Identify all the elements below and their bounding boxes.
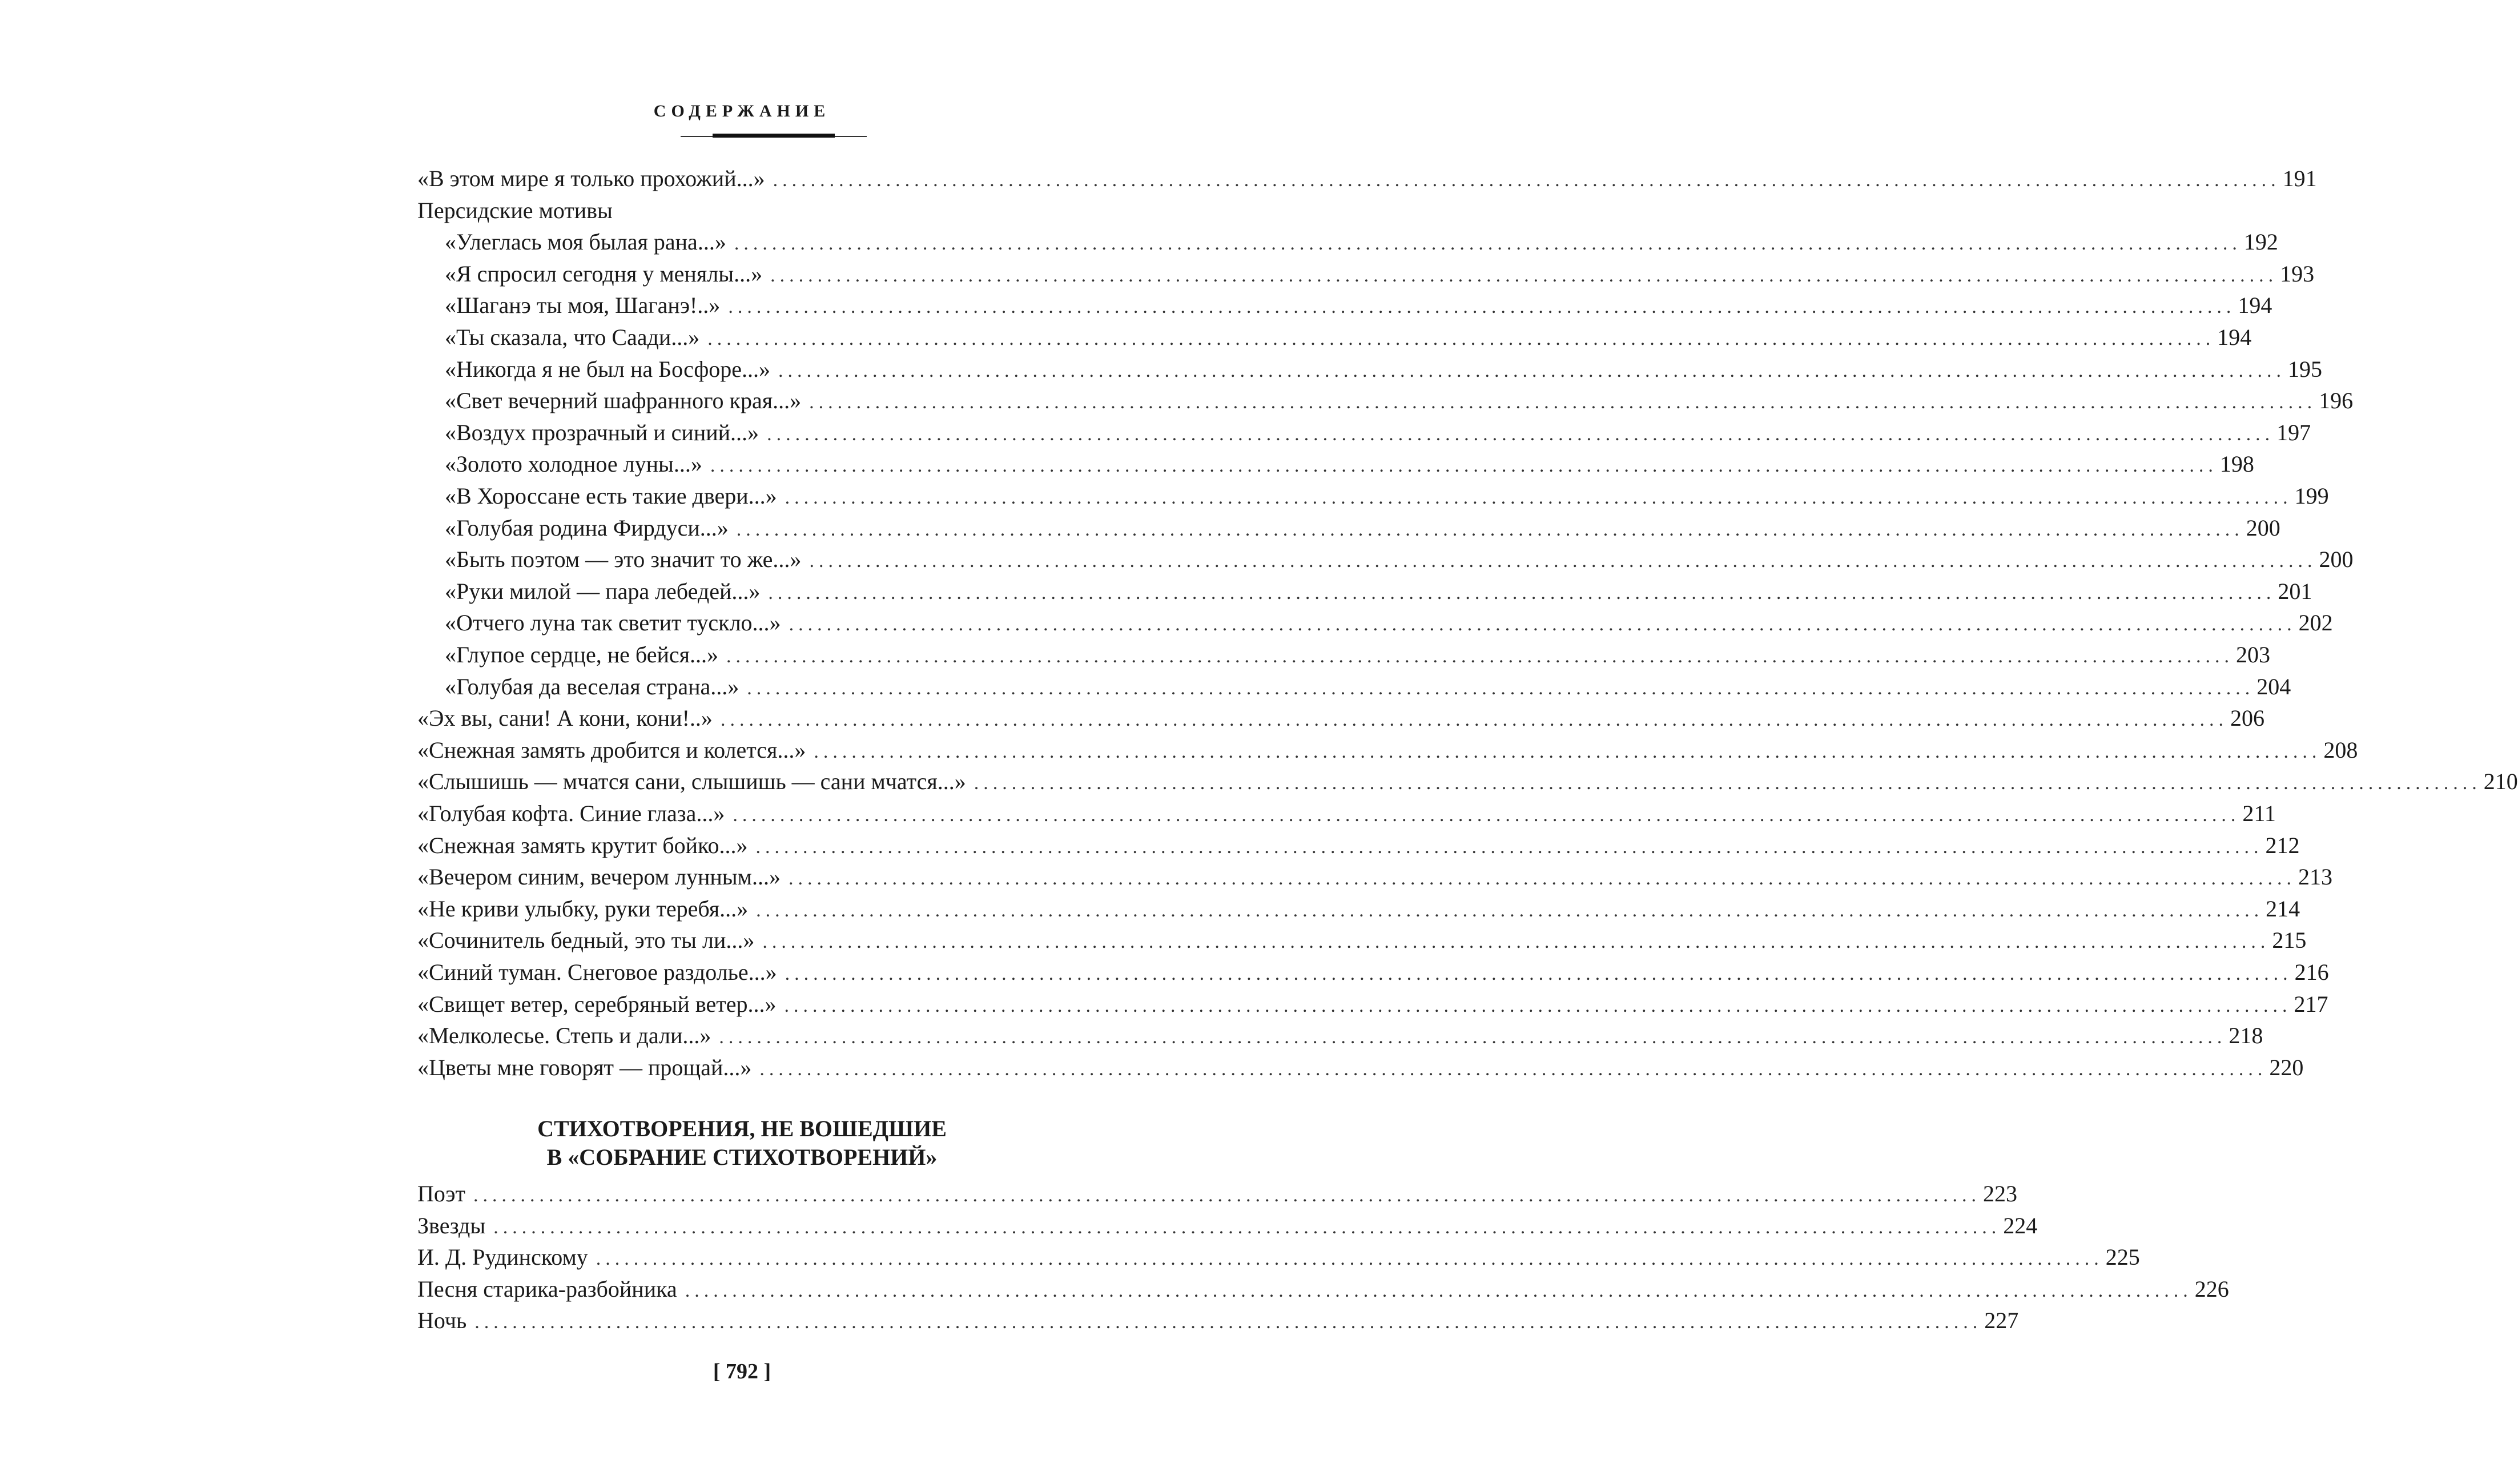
- toc-entry-title: «Голубая да веселая страна...»: [445, 673, 739, 699]
- dot-leader: ................................................................................................................................................................: [770, 264, 2278, 286]
- toc-entry: [417, 893, 2300, 925]
- toc-entry-page: 197: [2276, 419, 2311, 445]
- toc-entry-page: 217: [2294, 991, 2328, 1017]
- toc-entry-page: 223: [1983, 1181, 2018, 1206]
- toc-entry-page: 198: [2219, 451, 2254, 477]
- toc-entry-title: «Руки милой — пара лебедей...»: [445, 578, 761, 604]
- toc-entry: [417, 1273, 2229, 1305]
- dot-leader: ................................................................................................................................................................: [789, 614, 2296, 636]
- dot-leader: ................................................................................................................................................................: [756, 899, 2264, 921]
- toc-entry-page: 226: [2194, 1276, 2229, 1302]
- toc-entry-page: 193: [2280, 260, 2315, 287]
- toc-entry-title: «Я спросил сегодня у менялы...»: [445, 260, 763, 287]
- dot-leader: ................................................................................................................................................................: [809, 392, 2317, 413]
- toc-entry-title: «Не криви улыбку, руки теребя...»: [417, 895, 749, 922]
- toc-entry: [417, 988, 2328, 1020]
- dot-leader: ................................................................................................................................................................: [734, 233, 2242, 255]
- dot-leader: ................................................................................................................................................................: [707, 328, 2215, 349]
- toc-entry: [417, 798, 2276, 830]
- dot-leader: ................................................................................................................................................................: [785, 487, 2292, 508]
- toc-entry: [417, 1241, 2140, 1273]
- toc-entry: [445, 448, 2254, 480]
- toc-entry-title: «Улеглась моя былая рана...»: [445, 229, 726, 255]
- dot-leader: ................................................................................................................................................................: [493, 1216, 2001, 1238]
- toc-entry-page: 225: [2105, 1244, 2140, 1270]
- toc-entry-page: 211: [2242, 801, 2276, 826]
- toc-entry-page: 199: [2294, 483, 2329, 509]
- toc-entry-page: 220: [2269, 1054, 2304, 1080]
- toc-entry-title: Поэт: [417, 1181, 466, 1206]
- toc-entry-title: «Снежная замять дробится и колется...»: [417, 737, 806, 763]
- dot-leader: ................................................................................................................................................................: [759, 1058, 2267, 1080]
- toc-entry-page: 191: [2282, 166, 2317, 191]
- toc-entry: [417, 1052, 2304, 1084]
- toc-entry-page: 210: [2483, 769, 2518, 795]
- toc-entry-title: И. Д. Рудинскому: [417, 1244, 588, 1270]
- toc-entry-title: «Снежная замять крутит бойко...»: [417, 832, 748, 858]
- toc-entry-title: «Быть поэтом — это значит то же...»: [445, 546, 802, 573]
- toc-entry-page: 215: [2272, 927, 2307, 954]
- toc-entry-title: «Синий туман. Снеговое раздолье...»: [417, 959, 777, 985]
- toc-entry-page: 204: [2256, 673, 2291, 699]
- toc-entry-title: «Глупое сердце, не бейся...»: [445, 642, 719, 667]
- dot-leader: ................................................................................................................................................................: [733, 805, 2241, 826]
- toc-entry: [445, 417, 2311, 449]
- toc-entry: [417, 924, 2307, 956]
- toc-entry: [417, 702, 2264, 734]
- toc-entry-title: «Свет вечерний шафранного края...»: [445, 388, 802, 414]
- dot-leader: ................................................................................................................................................................: [809, 550, 2317, 572]
- toc-entry: [445, 385, 2354, 417]
- toc-entry-title: «В Хороссане есть такие двери...»: [445, 483, 777, 509]
- toc-entry-title: «Цветы мне говорят — прощай...»: [417, 1054, 752, 1080]
- toc-entry-title: «Отчего луна так светит тускло...»: [445, 610, 781, 636]
- toc-entry: [417, 830, 2300, 862]
- dot-leader: ................................................................................................................................................................: [474, 1312, 1982, 1333]
- toc-entry: [417, 956, 2329, 988]
- toc-entry-page: 216: [2294, 959, 2329, 985]
- toc-entry-page: 218: [2229, 1023, 2263, 1049]
- header-rule-accent: [713, 134, 835, 138]
- toc-entry: [445, 353, 2322, 385]
- dot-leader: ................................................................................................................................................................: [736, 518, 2244, 540]
- section-heading-line-2: В «СОБРАНИЕ СТИХОТВОРЕНИЙ»: [546, 1144, 938, 1170]
- toc-entry: [445, 639, 2271, 671]
- toc-entry-page: 213: [2298, 864, 2332, 890]
- toc-entry-title: «Воздух прозрачный и синий...»: [445, 419, 759, 445]
- dot-leader: ................................................................................................................................................................: [726, 646, 2234, 667]
- dot-leader: ................................................................................................................................................................: [814, 741, 2322, 762]
- toc-entry-title: «Свищет ветер, серебряный ветер...»: [417, 991, 777, 1017]
- toc-entry-page: 206: [2230, 705, 2264, 731]
- dot-leader: ................................................................................................................................................................: [685, 1280, 2193, 1301]
- dot-leader: ................................................................................................................................................................: [974, 773, 2481, 794]
- toc-entry-page: 201: [2278, 578, 2312, 604]
- toc-entry: [445, 321, 2252, 353]
- toc-entry-title: «Никогда я не был на Босфоре...»: [445, 356, 770, 382]
- dot-leader: ................................................................................................................................................................: [773, 170, 2280, 191]
- toc-entry: [417, 1210, 2038, 1242]
- dot-leader: ................................................................................................................................................................: [755, 836, 2263, 858]
- toc-entry: [417, 766, 2518, 798]
- toc-entry-title: «Голубая кофта. Синие глаза...»: [417, 801, 725, 826]
- toc-entry: [417, 861, 2332, 893]
- dot-leader: ................................................................................................................................................................: [788, 868, 2296, 890]
- toc-entry: [417, 1020, 2263, 1052]
- toc-entry: [445, 289, 2272, 321]
- toc-entry-page: 194: [2217, 324, 2252, 350]
- page-number: [ 792 ]: [713, 1360, 771, 1384]
- dot-leader: ................................................................................................................................................................: [719, 1027, 2227, 1048]
- toc-entry-page: 192: [2243, 229, 2278, 255]
- toc-entry-title: «Голубая родина Фирдуси...»: [445, 514, 729, 541]
- toc-entry-page: 208: [2323, 737, 2358, 763]
- toc-entry-page: 202: [2298, 610, 2333, 636]
- dot-leader: ................................................................................................................................................................: [710, 455, 2218, 477]
- dot-leader: ................................................................................................................................................................: [596, 1248, 2103, 1270]
- toc-entry-title: «Шаганэ ты моя, Шаганэ!..»: [445, 292, 721, 319]
- dot-leader: ................................................................................................................................................................: [785, 963, 2292, 984]
- toc-entry-title: «Мелколесье. Степь и дали...»: [417, 1023, 711, 1049]
- toc-entry-page: 214: [2266, 895, 2300, 922]
- toc-entry-page: 212: [2265, 832, 2300, 858]
- dot-leader: ................................................................................................................................................................: [473, 1185, 1981, 1206]
- dot-leader: ................................................................................................................................................................: [768, 582, 2276, 604]
- toc-entry: [417, 195, 1129, 227]
- toc-entry-page: 224: [2003, 1212, 2038, 1238]
- toc-entry: [445, 576, 2312, 608]
- toc-entry: [417, 734, 2358, 766]
- toc-entry-title: «Слышишь — мчатся сани, слышишь — сани мчатся...»: [417, 769, 966, 795]
- toc-entry: [445, 512, 2280, 544]
- toc-entry: [445, 544, 2354, 576]
- toc-entry-page: 227: [1984, 1308, 2019, 1334]
- toc-entry: [445, 226, 2278, 258]
- toc-entry-title: «Вечером синим, вечером лунным...»: [417, 864, 781, 890]
- toc-entry: [417, 163, 2317, 195]
- dot-leader: ................................................................................................................................................................: [762, 931, 2270, 953]
- toc-entry-page: 200: [2246, 514, 2280, 541]
- dot-leader: ................................................................................................................................................................: [784, 995, 2292, 1016]
- toc-entry-title: «Ты сказала, что Саади...»: [445, 324, 700, 350]
- dot-leader: ................................................................................................................................................................: [778, 360, 2286, 381]
- toc-entry-page: 195: [2288, 356, 2322, 382]
- toc-entry-title: Ночь: [417, 1308, 467, 1334]
- toc-entry-title: «Золото холодное луны...»: [445, 451, 702, 477]
- section-heading-line-1: СТИХОТВОРЕНИЯ, НЕ ВОШЕДШИЕ: [537, 1116, 947, 1141]
- toc-entry-title: Персидские мотивы: [417, 197, 613, 223]
- toc-entry: [417, 1305, 2019, 1337]
- toc-entry-page: 203: [2236, 642, 2271, 667]
- toc-entry-page: 194: [2238, 292, 2272, 319]
- toc-entry: [445, 607, 2333, 639]
- toc-entry: [445, 480, 2329, 512]
- toc-entry-page: 200: [2319, 546, 2354, 573]
- toc-entry-title: «В этом мире я только прохожий...»: [417, 166, 765, 191]
- dot-leader: ................................................................................................................................................................: [747, 677, 2255, 699]
- toc-entry-page: 196: [2319, 388, 2354, 414]
- running-header: СОДЕРЖАНИЕ: [653, 102, 831, 120]
- toc-entry: [445, 258, 2315, 290]
- toc-entry: [417, 1178, 2018, 1210]
- dot-leader: ................................................................................................................................................................: [720, 709, 2228, 731]
- toc-entry-title: «Сочинитель бедный, это ты ли...»: [417, 927, 755, 954]
- toc-entry-title: «Эх вы, сани! А кони, кони!..»: [417, 705, 713, 731]
- dot-leader: ................................................................................................................................................................: [767, 423, 2275, 445]
- dot-leader: ................................................................................................................................................................: [728, 296, 2236, 318]
- toc-entry: [445, 671, 2291, 703]
- toc-entry-title: Песня старика-разбойника: [417, 1276, 677, 1302]
- toc-entry-title: Звезды: [417, 1212, 486, 1238]
